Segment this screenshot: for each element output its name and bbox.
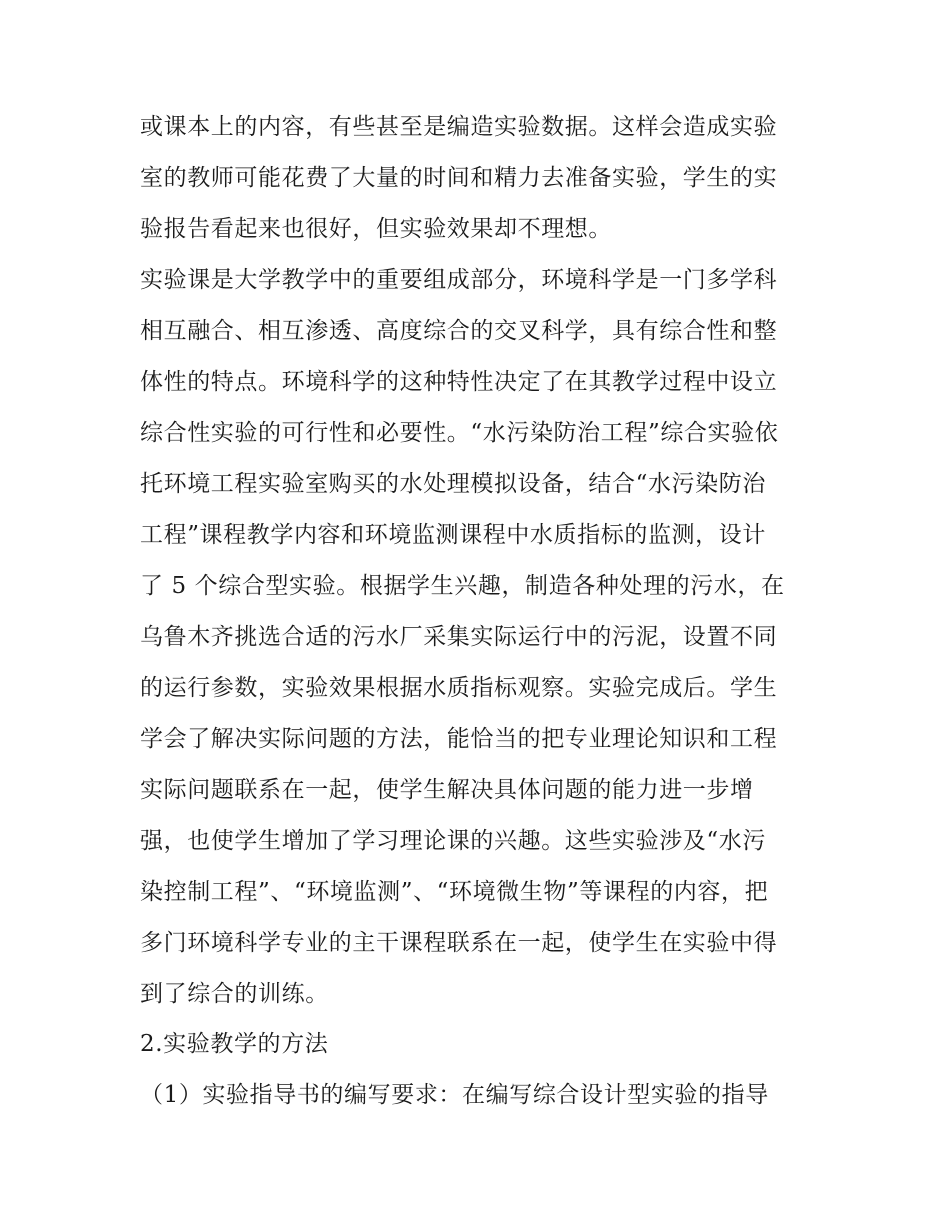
text-line: 托环境工程实验室购买的水处理模拟设备，结合“水污染防治 bbox=[140, 471, 766, 497]
text-line: 体性的特点。环境科学的这种特性决定了在其教学过程中设立 bbox=[140, 369, 778, 395]
text-line: 相互融合、相互渗透、高度综合的交叉科学，具有综合性和整 bbox=[140, 318, 778, 344]
text-line: 验报告看起来也很好，但实验效果却不理想。 bbox=[140, 216, 612, 242]
text-line: 室的教师可能花费了大量的时间和精力去准备实验，学生的实 bbox=[140, 165, 778, 191]
text-line: 工程”课程教学内容和环境监测课程中水质指标的监测，设计 bbox=[140, 522, 766, 548]
text-line: 染控制工程”、“环境监测”、“环境微生物”等课程的内容，把 bbox=[140, 879, 769, 905]
text-line: 或课本上的内容，有些甚至是编造实验数据。这样会造成实验 bbox=[140, 114, 778, 140]
text-line: 的运行参数，实验效果根据水质指标观察。实验完成后。学生 bbox=[140, 675, 778, 701]
text-line: 强，也使学生增加了学习理论课的兴趣。这些实验涉及“水污 bbox=[140, 828, 766, 854]
text-line: 多门环境科学专业的主干课程联系在一起，使学生在实验中得 bbox=[140, 930, 778, 956]
section-heading: 2.实验教学的方法 bbox=[140, 1031, 329, 1057]
text-line: 学会了解决实际问题的方法，能恰当的把专业理论知识和工程 bbox=[140, 726, 778, 752]
text-line: 了 5 个综合型实验。根据学生兴趣，制造各种处理的污水，在 bbox=[140, 573, 785, 599]
text-line: 实际问题联系在一起，使学生解决具体问题的能力进一步增 bbox=[140, 777, 754, 803]
text-line: 综合性实验的可行性和必要性。“水污染防治工程”综合实验依 bbox=[140, 420, 779, 446]
text-line: 到了综合的训练。 bbox=[140, 981, 329, 1007]
text-line: 乌鲁木齐挑选合适的污水厂采集实际运行中的污泥，设置不同 bbox=[140, 624, 778, 650]
text-line: （1）实验指导书的编写要求：在编写综合设计型实验的指导 bbox=[140, 1082, 769, 1108]
text-line: 实验课是大学教学中的重要组成部分，环境科学是一门多学科 bbox=[140, 267, 778, 293]
